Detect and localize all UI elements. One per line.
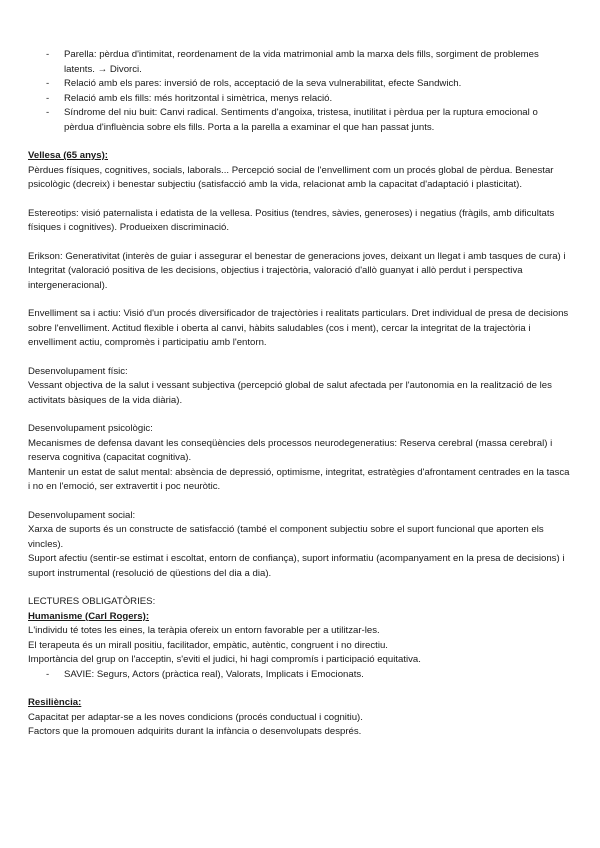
- savie-list: [28, 668, 570, 683]
- humanisme-line: Importància del grup on l'acceptin, s'eviti el judici, hi hagi compromís i participació equitativa.: [28, 654, 421, 665]
- fisic-text: Vessant objectiva de la salut i vessant subjectiva (percepció global de salut afectada per l'autonomia en la realització de les activitats bàsiques de la vida diària).: [28, 380, 552, 406]
- list-item: - Síndrome del niu buit: Canvi radical. Sentiments d'angoixa, tristesa, inutilitat i pèrdua per la ruptura emocional o pèrdua d'influència sobre els fills. Porta a la parella a examinar el que han passat junts.: [28, 106, 570, 135]
- spacer: [28, 581, 570, 595]
- list-item: - SAVIE: Segurs, Actors (pràctica real), Valorats, Implicats i Emocionats.: [28, 668, 570, 683]
- spacer: [28, 682, 570, 696]
- social-line: Xarxa de suports és un constructe de satisfacció (també el component subjectiu sobre el suport funcional que aporten els vincles).: [28, 524, 544, 550]
- list-item: - Relació amb els pares: inversió de rols, acceptació de la seva vulnerabilitat, efecte Sandwich.: [28, 77, 570, 92]
- lectures-title: LECTURES OBLIGATÒRIES:: [28, 596, 156, 607]
- psicologic-line: Mantenir un estat de salut mental: absència de depressió, optimisme, integritat, estratègies d'afrontament centrades en la tasca i no en l'emoció, ser extravertit i poc neuròtic.: [28, 466, 570, 492]
- spacer: [28, 135, 570, 149]
- spacer: [28, 236, 570, 250]
- resiliencia-line: Factors que la promouen adquirits durant la infància o desenvolupats després.: [28, 726, 362, 737]
- humanisme-heading: Humanisme (Carl Rogers):: [28, 610, 150, 622]
- humanisme-line: El terapeuta és un mirall positiu, facilitador, empàtic, autèntic, congruent i no directiu.: [28, 639, 388, 651]
- social-title: Desenvolupament social:: [28, 509, 136, 521]
- spacer: [28, 408, 570, 422]
- spacer: [28, 351, 570, 365]
- psicologic-line: Mecanismes de defensa davant les conseqüències dels processos neurodegeneratius: Reserva cerebral (massa cerebral) i reserva cognitiva (capacitat cognitiva).: [28, 437, 553, 463]
- vellesa-intro: Pèrdues físiques, cognitives, socials, laborals... Percepció social de l'envelliment com un procés global de pèrdua. Benestar psicològic (decreix) i benestar subjectiu (satisfacció amb la vida, relacionat amb la capacitat d'adaptació i plasticitat).: [28, 164, 554, 190]
- list-item: - Parella: pèrdua d'intimitat, reordenament de la vida matrimonial amb la marxa dels fills, sorgiment de problemes latents. → Divorci.: [28, 48, 570, 77]
- resiliencia-line: Capacitat per adaptar-se a les noves condicions (procés conductual i cognitiu).: [28, 711, 363, 723]
- psicologic-title: Desenvolupament psicològic:: [28, 423, 153, 434]
- fisic-title: Desenvolupament físic:: [28, 365, 128, 377]
- spacer: [28, 293, 570, 307]
- humanisme-line: L'individu té totes les eines, la teràpia ofereix un entorn favorable per a utilitzar-les.: [28, 625, 380, 636]
- envelliment-paragraph: Envelliment sa i actiu: Visió d'un procés diversificador de trajectòries i realitats particulars. Dret individual de presa de decisions sobre l'envelliment. Actitud flexible i oberta al canvi, hàbits saludables (cos i ment), cercar la integritat de la trajectòria i envelliment actiu, compromès i participatiu amb l'entorn.: [28, 308, 569, 348]
- spacer: [28, 495, 570, 509]
- spacer: [28, 193, 570, 207]
- list-item: - Relació amb els fills: més horitzontal i simètrica, menys relació.: [28, 92, 570, 107]
- resiliencia-heading: Resiliència:: [28, 697, 82, 708]
- social-line: Suport afectiu (sentir-se estimat i escoltat, entorn de confiança), suport informatiu (acompanyament en la presa de decisions) i suport instrumental (resolució de qüestions del dia a dia).: [28, 553, 565, 579]
- erikson-paragraph: Erikson: Generativitat (interès de guiar i assegurar el benestar de generacions joves, deixant un llegat i amb tasques de cura) i Integritat (valoració positiva de les decisions, objectius i trajectòria, valoració d'allò guanyat i allò perdut i perspectiva intergeneracional).: [28, 250, 566, 291]
- vellesa-heading: Vellesa (65 anys):: [28, 150, 108, 161]
- estereotips-paragraph: Estereotips: visió paternalista i edatista de la vellesa. Positius (tendres, sàvies, generoses) i negatius (fràgils, amb dificultats físiques i cognitives). Produeixen discriminació.: [28, 207, 555, 233]
- top-list: [28, 48, 570, 135]
